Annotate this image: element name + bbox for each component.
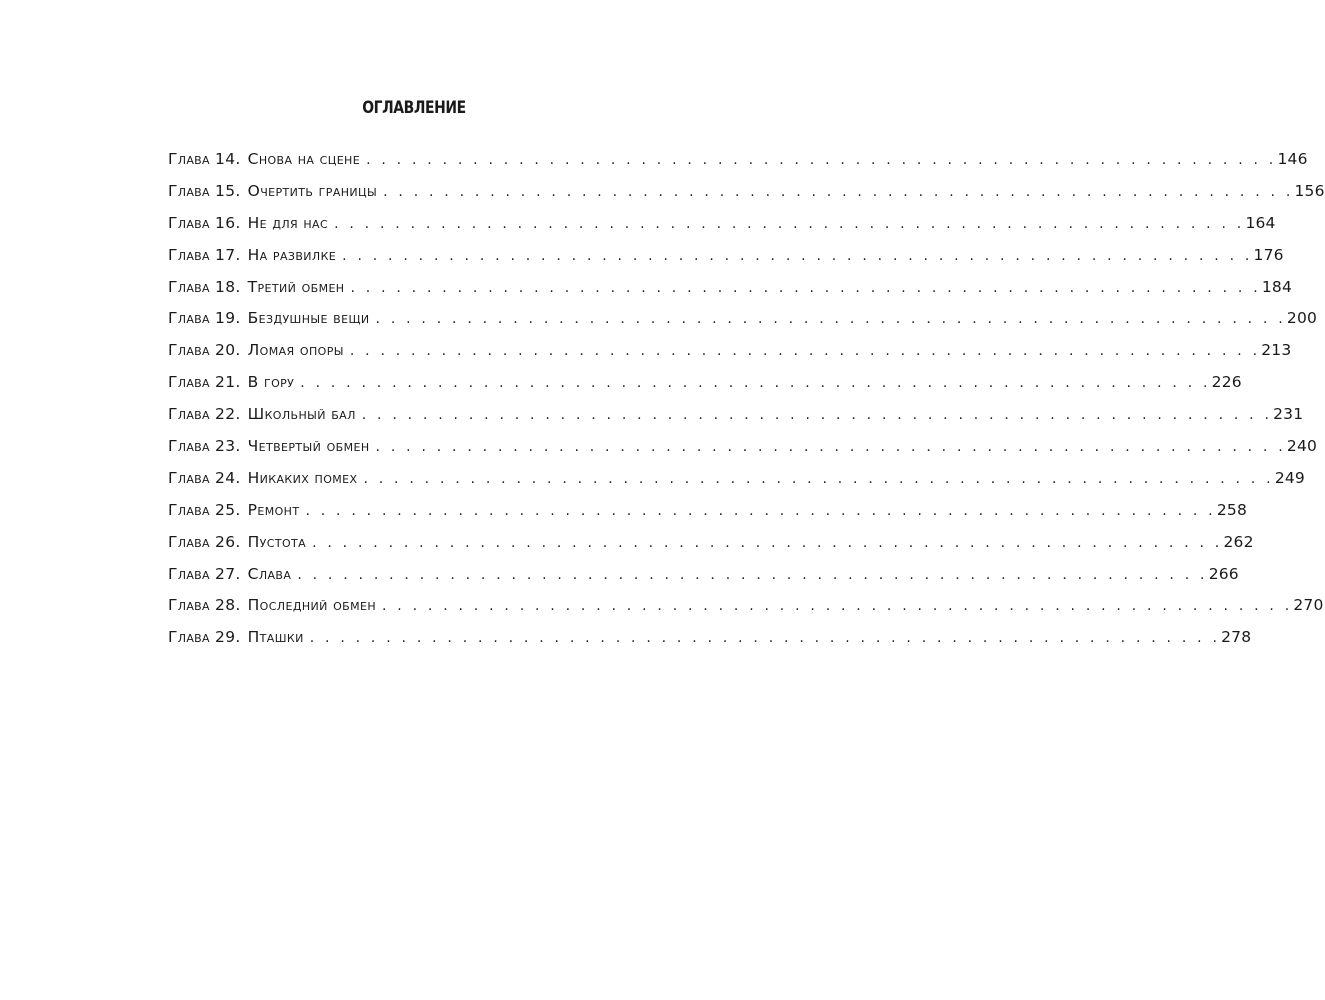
- chapter-title: Очертить границы: [247, 181, 378, 200]
- toc-entry: [168, 272, 1293, 304]
- dot-leader: . . . . . . . . . . . . . . . . . . . . . . . . . . . . . . . . . . . . . . . . . . . . . . . . . . . . . . . . . . . .: [375, 311, 1286, 328]
- dot-leader: . . . . . . . . . . . . . . . . . . . . . . . . . . . . . . . . . . . . . . . . . . . . . . . . . . . . . . . . . . . .: [334, 215, 1245, 232]
- page-number: 258: [1216, 500, 1248, 519]
- chapter-title: Пустота: [247, 532, 307, 551]
- page-number: 200: [1286, 309, 1318, 328]
- dot-leader: . . . . . . . . . . . . . . . . . . . . . . . . . . . . . . . . . . . . . . . . . . . . . . . . . . . . . . . . . . . .: [312, 534, 1223, 551]
- page-number: 213: [1261, 341, 1292, 360]
- page-number: 226: [1211, 373, 1242, 392]
- chapter-number: Глава 20.: [168, 341, 241, 360]
- toc-entry: [168, 240, 1284, 272]
- chapter-number: Глава 17.: [168, 245, 241, 264]
- toc-entry: [168, 431, 1318, 463]
- chapter-number: Глава 25.: [168, 500, 241, 519]
- chapter-title: Снова на сцене: [247, 150, 361, 168]
- toc-entry: [168, 367, 1242, 399]
- dot-leader: . . . . . . . . . . . . . . . . . . . . . . . . . . . . . . . . . . . . . . . . . . . . . . . . . . . . . . . . . . . .: [300, 375, 1211, 392]
- dot-leader: . . . . . . . . . . . . . . . . . . . . . . . . . . . . . . . . . . . . . . . . . . . . . . . . . . . . . . . . . . . .: [383, 183, 1294, 200]
- chapter-number: Глава 19.: [168, 309, 241, 328]
- chapter-number: Глава 28.: [168, 596, 241, 615]
- chapter-title: Последний обмен: [247, 596, 376, 615]
- chapter-title: Третий обмен: [247, 277, 345, 296]
- page-number: 156: [1294, 181, 1325, 200]
- page-number: 231: [1273, 405, 1304, 424]
- toc-entry: [168, 303, 1318, 335]
- chapter-number: Глава 26.: [168, 532, 241, 551]
- page-number: 249: [1274, 468, 1305, 487]
- page-title: ОГЛАВЛЕНИЕ: [362, 98, 466, 118]
- toc-entry: [168, 144, 1308, 176]
- chapter-title: Никаких помех: [247, 468, 358, 487]
- chapter-title: Четвертый обмен: [247, 437, 370, 456]
- dot-leader: . . . . . . . . . . . . . . . . . . . . . . . . . . . . . . . . . . . . . . . . . . . . . . . . . . . . . . . . . . . .: [309, 630, 1221, 647]
- dot-leader: . . . . . . . . . . . . . . . . . . . . . . . . . . . . . . . . . . . . . . . . . . . . . . . . . . . . . . . . . . . .: [366, 152, 1277, 168]
- chapter-number: Глава 29.: [168, 628, 241, 647]
- table-of-contents: [168, 144, 1325, 654]
- toc-entry: [168, 590, 1324, 622]
- toc-entry: [168, 495, 1248, 527]
- page-number: 176: [1253, 245, 1284, 264]
- toc-entry: [168, 176, 1325, 208]
- chapter-title: В гору: [247, 373, 295, 392]
- page-number: 278: [1221, 628, 1252, 647]
- page-number: 240: [1286, 437, 1318, 456]
- dot-leader: . . . . . . . . . . . . . . . . . . . . . . . . . . . . . . . . . . . . . . . . . . . . . . . . . . . . . . . . . . . .: [305, 502, 1216, 519]
- page-number: 184: [1261, 277, 1293, 296]
- dot-leader: . . . . . . . . . . . . . . . . . . . . . . . . . . . . . . . . . . . . . . . . . . . . . . . . . . . . . . . . . . . .: [363, 470, 1274, 487]
- dot-leader: . . . . . . . . . . . . . . . . . . . . . . . . . . . . . . . . . . . . . . . . . . . . . . . . . . . . . . . . . . . .: [375, 439, 1286, 456]
- chapter-number: Глава 27.: [168, 564, 241, 583]
- toc-entry: [168, 399, 1304, 431]
- toc-entry: [168, 527, 1254, 559]
- dot-leader: . . . . . . . . . . . . . . . . . . . . . . . . . . . . . . . . . . . . . . . . . . . . . . . . . . . . . . . . . . . .: [350, 279, 1261, 296]
- chapter-number: Глава 24.: [168, 468, 241, 487]
- chapter-number: Глава 23.: [168, 437, 241, 456]
- chapter-number: Глава 14.: [168, 150, 241, 168]
- chapter-number: Глава 18.: [168, 277, 241, 296]
- page-number: 146: [1277, 150, 1308, 168]
- toc-entry: [168, 559, 1239, 591]
- toc-entry: [168, 208, 1276, 240]
- page-number: 262: [1223, 532, 1254, 551]
- toc-entry: [168, 335, 1292, 367]
- chapter-title: Школьный бал: [247, 405, 356, 424]
- chapter-title: Ломая опоры: [247, 341, 344, 360]
- chapter-number: Глава 16.: [168, 213, 241, 232]
- dot-leader: . . . . . . . . . . . . . . . . . . . . . . . . . . . . . . . . . . . . . . . . . . . . . . . . . . . . . . . . . . . .: [349, 343, 1261, 360]
- chapter-title: Слава: [247, 564, 292, 583]
- chapter-number: Глава 15.: [168, 181, 241, 200]
- dot-leader: . . . . . . . . . . . . . . . . . . . . . . . . . . . . . . . . . . . . . . . . . . . . . . . . . . . . . . . . . . . .: [342, 247, 1253, 264]
- chapter-title: Ремонт: [247, 500, 300, 519]
- chapter-title: На развилке: [247, 245, 337, 264]
- chapter-title: Бездушные вещи: [247, 309, 370, 328]
- toc-entry: [168, 622, 1252, 654]
- dot-leader: . . . . . . . . . . . . . . . . . . . . . . . . . . . . . . . . . . . . . . . . . . . . . . . . . . . . . . . . . . . .: [361, 407, 1273, 424]
- page-number: 266: [1208, 564, 1239, 583]
- chapter-number: Глава 21.: [168, 373, 241, 392]
- chapter-title: Пташки: [247, 628, 304, 647]
- dot-leader: . . . . . . . . . . . . . . . . . . . . . . . . . . . . . . . . . . . . . . . . . . . . . . . . . . . . . . . . . . . .: [382, 598, 1293, 615]
- toc-entry: [168, 463, 1305, 495]
- chapter-title: Не для нас: [247, 213, 329, 232]
- chapter-number: Глава 22.: [168, 405, 241, 424]
- page-number: 270: [1293, 596, 1324, 615]
- dot-leader: . . . . . . . . . . . . . . . . . . . . . . . . . . . . . . . . . . . . . . . . . . . . . . . . . . . . . . . . . . . .: [297, 566, 1208, 583]
- page-number: 164: [1245, 213, 1276, 232]
